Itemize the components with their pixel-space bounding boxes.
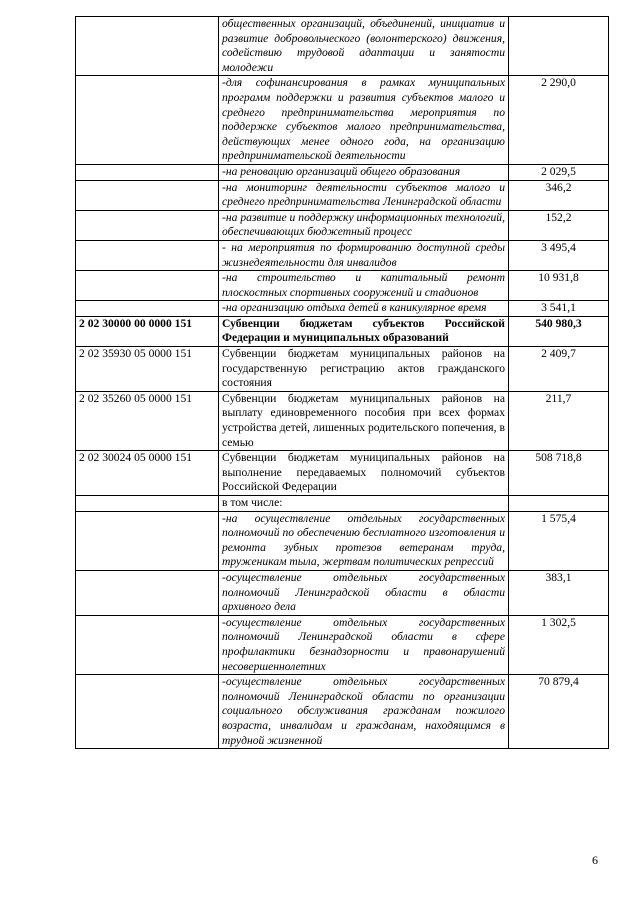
- table-row: [76, 180, 609, 210]
- amount-cell: [509, 496, 609, 512]
- table-row: [76, 511, 609, 570]
- description-cell: Субвенции бюджетам муниципальных районов на выполнение передаваемых полномочий субъектов Российской Федерации: [219, 451, 509, 496]
- table-row: [76, 210, 609, 240]
- amount-cell: 540 980,3: [509, 316, 609, 346]
- table-row: [76, 316, 609, 346]
- budget-code-cell: 2 02 30024 05 0000 151: [76, 451, 219, 496]
- table-row: [76, 347, 609, 392]
- table-row: [76, 451, 609, 496]
- table-row: [76, 76, 609, 165]
- budget-code-cell: [76, 511, 219, 570]
- description-cell: в том числе:: [219, 496, 509, 512]
- page-number: 6: [592, 853, 598, 867]
- description-cell: -на мониторинг деятельности субъектов малого и среднего предпринимательства Ленинградской области: [219, 180, 509, 210]
- amount-cell: 211,7: [509, 391, 609, 450]
- budget-code-cell: [76, 496, 219, 512]
- budget-code-cell: [76, 570, 219, 615]
- description-cell: -на строительство и капитальный ремонт плоскостных спортивных сооружений и стадионов: [219, 271, 509, 301]
- budget-code-cell: [76, 76, 219, 165]
- amount-cell: [509, 17, 609, 76]
- amount-cell: 1 575,4: [509, 511, 609, 570]
- description-cell: -на реновацию организаций общего образования: [219, 164, 509, 180]
- budget-code-cell: 2 02 35260 05 0000 151: [76, 391, 219, 450]
- description-cell: -осуществление отдельных государственных полномочий Ленинградской области в сфере профилактики безнадзорности и правонарушений несовершеннолетних: [219, 615, 509, 674]
- budget-code-cell: [76, 164, 219, 180]
- amount-cell: 70 879,4: [509, 675, 609, 749]
- table-row: [76, 301, 609, 317]
- budget-code-cell: 2 02 30000 00 0000 151: [76, 316, 219, 346]
- description-cell: Субвенции бюджетам муниципальных районов на государственную регистрацию актов гражданского состояния: [219, 347, 509, 392]
- description-cell: Субвенции бюджетам муниципальных районов на выплату единовременного пособия при всех формах устройства детей, лишенных родительского попечения, в семью: [219, 391, 509, 450]
- description-cell: -на организацию отдыха детей в каникулярное время: [219, 301, 509, 317]
- amount-cell: 346,2: [509, 180, 609, 210]
- amount-cell: 2 290,0: [509, 76, 609, 165]
- budget-code-cell: [76, 301, 219, 317]
- table-row: [76, 615, 609, 674]
- amount-cell: 1 302,5: [509, 615, 609, 674]
- budget-code-cell: [76, 210, 219, 240]
- table-row: [76, 17, 609, 76]
- budget-code-cell: [76, 271, 219, 301]
- amount-cell: 508 718,8: [509, 451, 609, 496]
- table-row: [76, 675, 609, 749]
- budget-code-cell: [76, 675, 219, 749]
- budget-code-cell: [76, 240, 219, 270]
- description-cell: -на осуществление отдельных государственных полномочий по обеспечению бесплатного изготовления и ремонта зубных протезов ветеранам труда, труженикам тыла, жертвам политических репрессий: [219, 511, 509, 570]
- budget-code-cell: [76, 615, 219, 674]
- description-cell: - на мероприятия по формированию доступной среды жизнедеятельности для инвалидов: [219, 240, 509, 270]
- table-row: [76, 271, 609, 301]
- amount-cell: 2 029,5: [509, 164, 609, 180]
- description-cell: Субвенции бюджетам субъектов Российской Федерации и муниципальных образований: [219, 316, 509, 346]
- budget-revenue-table: [75, 16, 609, 749]
- amount-cell: 152,2: [509, 210, 609, 240]
- table-row: [76, 496, 609, 512]
- amount-cell: 3 495,4: [509, 240, 609, 270]
- amount-cell: 3 541,1: [509, 301, 609, 317]
- table-row: [76, 240, 609, 270]
- amount-cell: 2 409,7: [509, 347, 609, 392]
- budget-code-cell: 2 02 35930 05 0000 151: [76, 347, 219, 392]
- budget-code-cell: [76, 17, 219, 76]
- description-cell: -для софинансирования в рамках муниципальных программ поддержки и развития субъектов малого и среднего предпринимательства мероприятия по поддержке субъектов малого предпринимательства, действующих менее одного года, на организацию предпринимательской деятельности: [219, 76, 509, 165]
- description-cell: -осуществление отдельных государственных полномочий Ленинградской области по организации социального обслуживания гражданам пожилого возраста, инвалидам и гражданам, находящимся в трудной жизненной: [219, 675, 509, 749]
- amount-cell: 10 931,8: [509, 271, 609, 301]
- description-cell: -на развитие и поддержку информационных технологий, обеспечивающих бюджетный процесс: [219, 210, 509, 240]
- table-row: [76, 570, 609, 615]
- table-row: [76, 391, 609, 450]
- description-cell: общественных организаций, объединений, инициатив и развитие добровольческого (волонтерского) движения, содействию трудовой адаптации и занятости молодежи: [219, 17, 509, 76]
- description-cell: -осуществление отдельных государственных полномочий Ленинградской области в области архивного дела: [219, 570, 509, 615]
- table-row: [76, 164, 609, 180]
- budget-code-cell: [76, 180, 219, 210]
- amount-cell: 383,1: [509, 570, 609, 615]
